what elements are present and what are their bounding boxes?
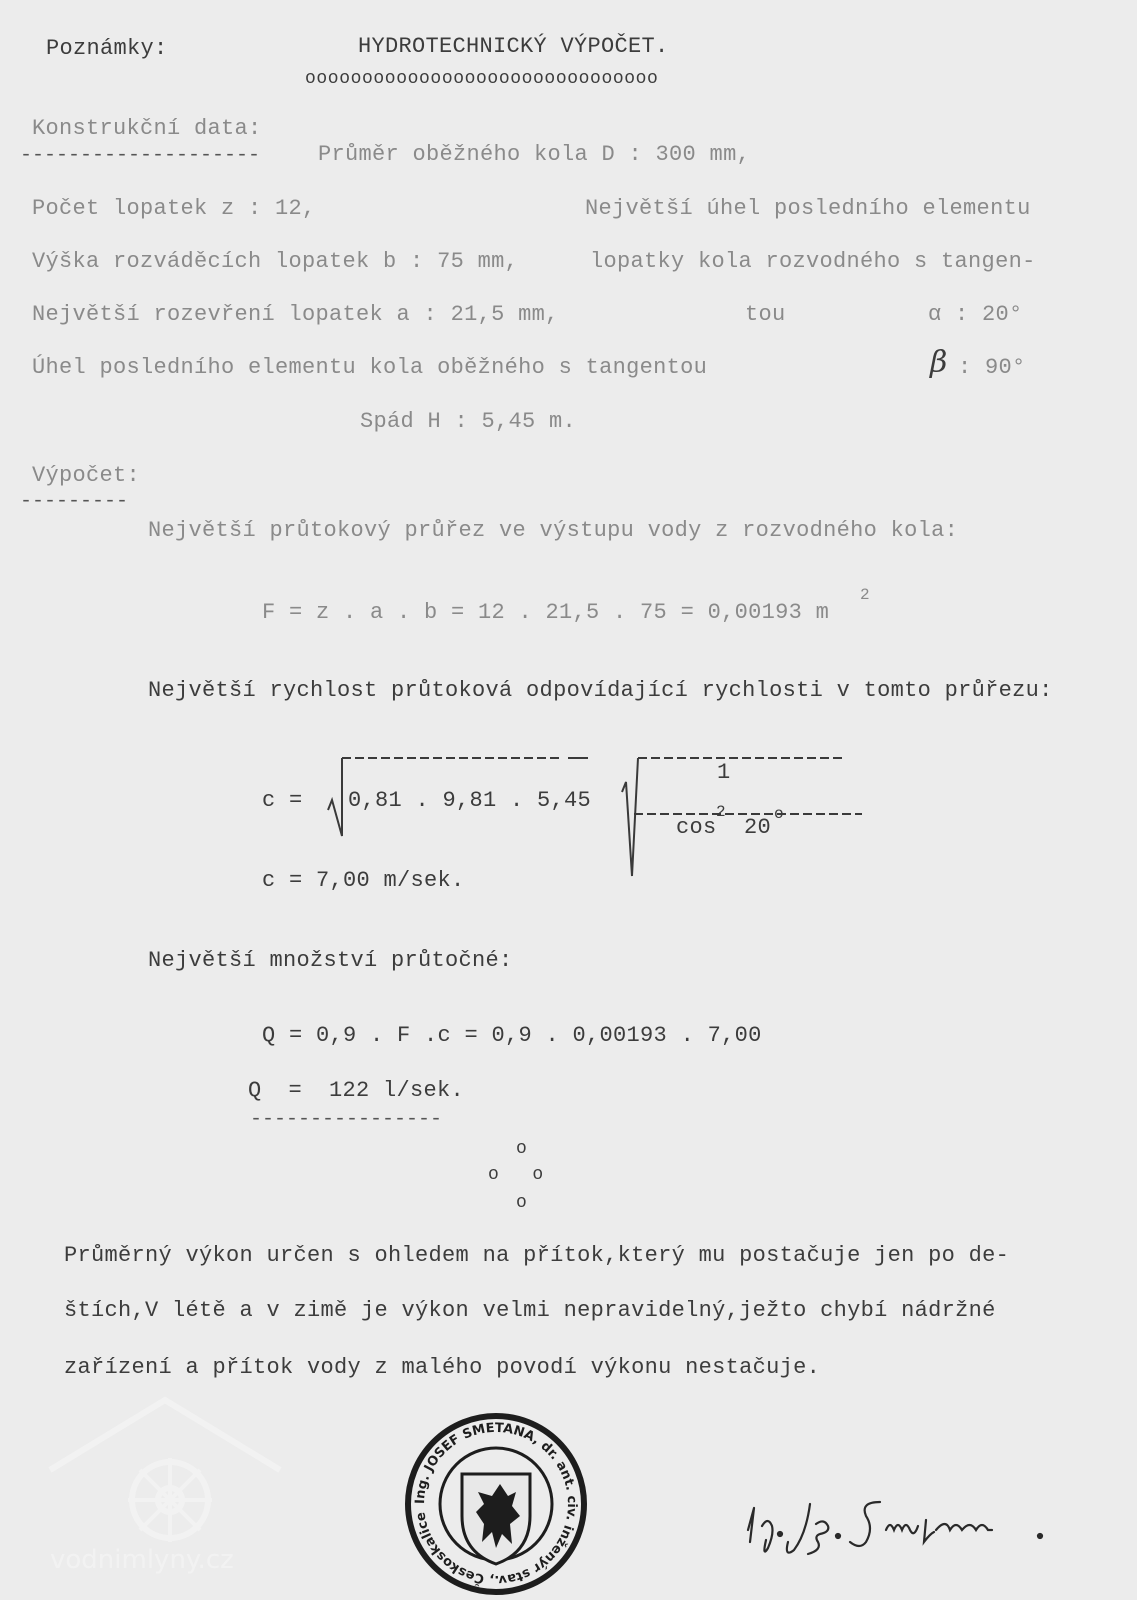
separator-top: o	[516, 1139, 528, 1159]
discharge-text: Největší množství průtočné:	[148, 948, 513, 973]
radical-sign-2	[622, 758, 638, 876]
flow-area-formula: F = z . a . b = 12 . 21,5 . 75 = 0,00193 m	[262, 600, 830, 625]
svg-text:Ing. JOSEF SMETANA, dr. ant. c: Ing. JOSEF SMETANA, dr. ant. civ. inženýr stav., Českoskalice	[412, 1420, 580, 1588]
discharge-underline: ----------------	[250, 1108, 443, 1131]
runner-angle-text: Úhel posledního elementu kola oběžného s tangentou	[32, 355, 708, 380]
radical-sign-1	[328, 758, 342, 836]
construction-underline: --------------------	[20, 144, 261, 167]
velocity-result: c = 7,00 m/sek.	[262, 868, 465, 893]
fraction-denominator-cos: cos	[676, 815, 717, 840]
discharge-formula: Q = 0,9 . F .c = 0,9 . 0,00193 . 7,00	[262, 1023, 762, 1048]
fraction-denominator-exponent: 2	[716, 803, 726, 821]
note-line-2: štích,V létě a v zimě je výkon velmi nepravidelný,ježto chybí nádržné	[64, 1298, 996, 1323]
calculation-underline: ---------	[20, 490, 129, 513]
separator-middle: o o	[488, 1165, 544, 1185]
notes-label: Poznámky:	[46, 36, 168, 61]
discharge-result: Q = 122 l/sek.	[248, 1078, 465, 1103]
max-blade-opening: Největší rozevření lopatek a : 21,5 mm,	[32, 302, 559, 327]
fraction-denominator-degree: o	[774, 805, 784, 823]
fraction-denominator-angle: 20	[744, 815, 772, 840]
calculation-heading: Výpočet:	[32, 463, 141, 488]
runner-diameter: Průměr oběžného kola D : 300 mm,	[318, 142, 751, 167]
flow-area-exponent: 2	[860, 586, 870, 604]
construction-heading: Konstrukční data:	[32, 116, 262, 141]
beta-angle-value: : 90°	[958, 355, 1026, 380]
guide-angle-line-2: lopatky kola rozvodného s tangen-	[590, 249, 1036, 274]
watermark-logo	[30, 1380, 300, 1580]
guide-angle-line-3: tou	[745, 302, 786, 327]
flow-area-text: Největší průtokový průřez ve výstupu vody z rozvodného kola:	[148, 518, 959, 543]
velocity-radicand: 0,81 . 9,81 . 5,45	[348, 788, 592, 813]
official-stamp	[404, 1412, 588, 1596]
guide-blade-height: Výška rozváděcích lopatek b : 75 mm,	[32, 249, 519, 274]
note-line-3: zařízení a přítok vody z malého povodí výkonu nestačuje.	[64, 1355, 821, 1380]
note-line-1: Průměrný výkon určen s ohledem na přítok,který mu postačuje jen po de-	[64, 1243, 1010, 1268]
beta-symbol: β	[930, 345, 948, 380]
title-ornament: ooooooooooooooooooooooooooooooo	[305, 69, 659, 89]
alpha-angle-value: α : 20°	[928, 302, 1023, 327]
document-title: HYDROTECHNICKÝ VÝPOČET.	[358, 34, 669, 59]
guide-angle-line-1: Největší úhel posledního elementu	[585, 196, 1031, 221]
velocity-c-label: c =	[262, 788, 303, 813]
blade-count: Počet lopatek z : 12,	[32, 196, 316, 221]
fraction-numerator: 1	[717, 760, 731, 785]
separator-bottom: o	[516, 1193, 528, 1213]
handwritten-signature	[740, 1490, 1080, 1560]
watermark-text: vodnimlyny.cz	[50, 1545, 234, 1575]
velocity-text: Největší rychlost průtoková odpovídající rychlosti v tomto průřezu:	[148, 678, 1053, 703]
head-value: Spád H : 5,45 m.	[360, 409, 577, 434]
